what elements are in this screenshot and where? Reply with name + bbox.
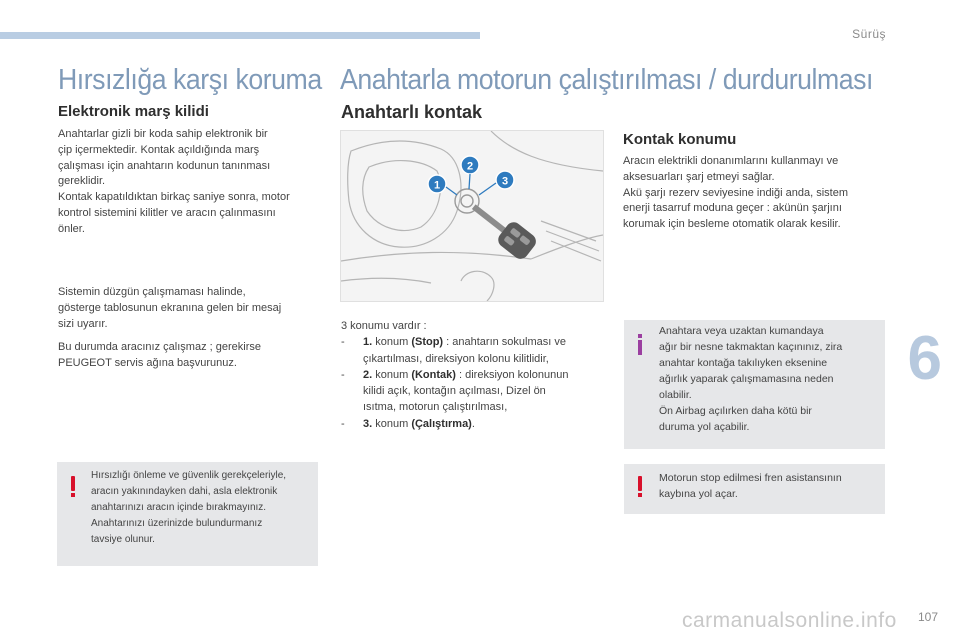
- paragraph-3: Bu durumda aracınız çalışmaz ; gerekirse PEUGEOT servis ağına başvurunuz.: [58, 341, 261, 369]
- callout-2-label: 2: [466, 160, 474, 173]
- warning-box-left: [57, 462, 318, 566]
- ignition-drawing: [341, 131, 603, 301]
- page-title-main: Anahtarla motorun çalıştırılması / durdurulması: [340, 64, 873, 96]
- list-intro: 3 konumu vardır :: [341, 320, 427, 332]
- ignition-illustration: [340, 130, 604, 302]
- callout-3-label: 3: [501, 175, 509, 188]
- info-text: Anahtara veya uzaktan kumandaya ağır bir nesne takmaktan kaçınınız, zira anahtar kontağa takılıyken eksenine ağırlık yaparak çalışmamasına neden olabilir. Ön Airbag açılırken daha kötü bir duruma yol açabilir.: [659, 325, 843, 433]
- paragraph-2: Sistemin düzgün çalışmaması halinde, gösterge tablosunun ekranına gelen bir mesaj sizi uyarır.: [58, 286, 282, 330]
- list-item: - 1. konum (Stop) : anahtarın sokulması ve çıkartılması, direksiyon kolonu kilitlidir,: [341, 336, 566, 365]
- callout-2-icon: [461, 156, 479, 174]
- warning-icon: [636, 476, 644, 497]
- subtitle-keyed-ignition: Anahtarlı kontak: [341, 102, 483, 122]
- chapter-number: 6: [907, 324, 942, 393]
- callout-3-icon: [496, 171, 514, 189]
- callout-1-label: 1: [433, 179, 441, 192]
- warning-icon: [69, 476, 77, 497]
- warning-box-right: [624, 464, 885, 514]
- header-bar: [0, 32, 480, 39]
- info-box: [624, 320, 885, 449]
- position-list: [341, 318, 603, 432]
- paragraph-ignition: Aracın elektrikli donanımlarını kullanmayı ve aksesuarları şarj etmeyi sağlar. Akü şarjı rezerv seviyesine indiği anda, sistem enerji tasarruf moduna geçer : akünün şarjını korumak için besleme otomatik olarak kesilir.: [623, 155, 848, 231]
- list-item: - 2. konum (Kontak) : direksiyon kolonunun kilidi açık, kontağın açılması, Dizel ön ısıtma, motorun çalıştırılması,: [341, 368, 569, 414]
- page-title-left: Hırsızlığa karşı koruma: [58, 64, 322, 96]
- warning-text-right: Motorun stop edilmesi fren asistansının kaybına yol açar.: [659, 472, 842, 500]
- page-number: 107: [917, 610, 938, 624]
- subtitle-ignition-position: Kontak konumu: [623, 131, 737, 148]
- info-icon: [636, 334, 644, 355]
- watermark: carmanualsonline.info: [682, 609, 897, 632]
- list-item: - 3. konum (Çalıştırma).: [341, 417, 475, 430]
- subtitle-electronic-lock: Elektronik marş kilidi: [58, 103, 209, 120]
- section-label: Sürüş: [852, 27, 886, 41]
- warning-text-left: Hırsızlığı önleme ve güvenlik gerekçeleriyle, aracın yakınındayken dahi, asla elektronik anahtarınızı aracın içinde bırakmayınız. Anahtarınızı üzerinizde bulundurmanız tavsiye olunur.: [91, 470, 287, 545]
- paragraph-1: Anahtarlar gizli bir koda sahip elektronik bir çip içermektedir. Kontak açıldığında marş çalışması için anahtarın kodunun tanınması gereklidir. Kontak kapatıldıktan birkaç saniye sonra, motor kontrol sistemini kilitler ve aracın çalınmasını önler.: [58, 128, 290, 235]
- callout-1-icon: [428, 175, 446, 193]
